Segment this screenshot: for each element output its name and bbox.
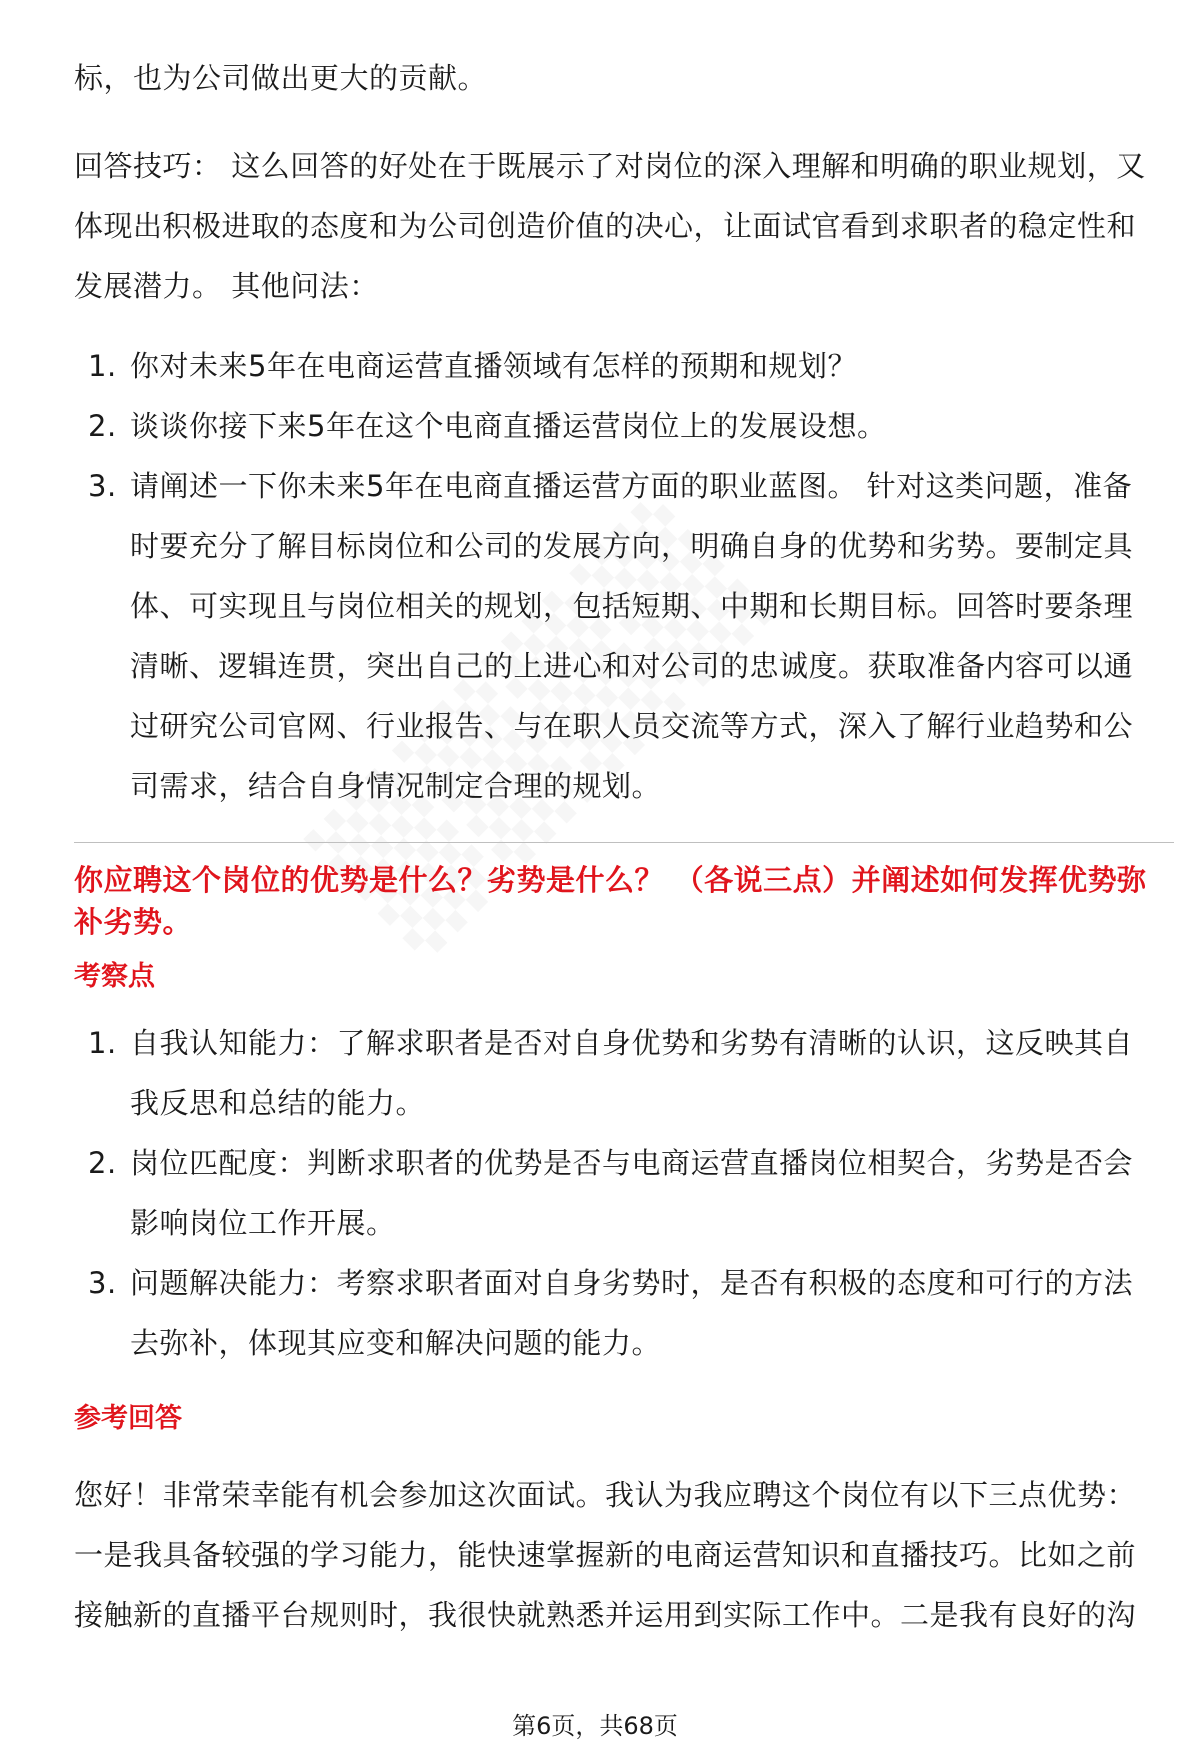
question-heading (74, 859, 1174, 943)
reference-answer-line-3: 接触新的直播平台规则时，我很快就熟悉并运用到实际工作中。二是我有良好的沟 (74, 1598, 1137, 1632)
question-heading-line-1: 你应聘这个岗位的优势是什么？劣势是什么？ （各说三点）并阐述如何发挥优势弥 (74, 863, 1147, 897)
list-number: 3. (88, 469, 117, 503)
list-item-text: 谈谈你接下来5年在这个电商直播运营岗位上的发展设想。 (130, 409, 887, 443)
list-item-text: 清晰、逻辑连贯，突出自己的上进心和对公司的忠诚度。获取准备内容可以通 (130, 649, 1134, 683)
list-item (74, 1013, 1174, 1133)
examination-points-title: 考察点 (74, 961, 155, 992)
page-footer: 第6页，共68页 (512, 1712, 678, 1740)
list-item (74, 1133, 1174, 1253)
reference-answer-line-2: 一是我具备较强的学习能力，能快速掌握新的电商运营知识和直播技巧。比如之前 (74, 1538, 1137, 1572)
examination-points-list (74, 1013, 1174, 1373)
list-number: 1. (88, 349, 117, 383)
page-content (74, 48, 1174, 1645)
section-divider (74, 842, 1174, 843)
tip-line-2: 体现出积极进取的态度和为公司创造价值的决心，让面试官看到求职者的稳定性和 (74, 209, 1137, 243)
list-item-text: 你对未来5年在电商运营直播领域有怎样的预期和规划？ (130, 349, 857, 383)
list-item-text: 司需求，结合自身情况制定合理的规划。 (130, 769, 662, 803)
list-item (74, 336, 1174, 396)
list-item-text: 请阐述一下你未来5年在电商直播运营方面的职业蓝图。 针对这类问题，准备 (130, 469, 1133, 503)
intro-line: 标，也为公司做出更大的贡献。 (74, 61, 488, 95)
list-item (74, 1253, 1174, 1373)
list-item-text: 岗位匹配度：判断求职者的优势是否与电商运营直播岗位相契合，劣势是否会 (130, 1146, 1134, 1180)
question-heading-line-2: 补劣势。 (74, 905, 193, 939)
list-item (74, 456, 1174, 816)
list-item-text: 问题解决能力：考察求职者面对自身劣势时，是否有积极的态度和可行的方法 (130, 1266, 1134, 1300)
list-item-text: 体、可实现且与岗位相关的规划，包括短期、中期和长期目标。回答时要条理 (130, 589, 1134, 623)
list-number: 2. (88, 409, 117, 443)
tip-line-3: 发展潜力。 其他问法： (74, 269, 379, 303)
tip-line-1: 回答技巧： 这么回答的好处在于既展示了对岗位的深入理解和明确的职业规划，又 (74, 149, 1146, 183)
list-item (74, 396, 1174, 456)
list-number: 3. (88, 1266, 117, 1300)
list-item-text: 过研究公司官网、行业报告、与在职人员交流等方式，深入了解行业趋势和公 (130, 709, 1134, 743)
list-item-text: 我反思和总结的能力。 (130, 1086, 426, 1120)
list-number: 2. (88, 1146, 117, 1180)
list-item-text: 影响岗位工作开展。 (130, 1206, 396, 1240)
reference-answer (74, 1465, 1174, 1645)
tip-paragraph (74, 136, 1174, 316)
reference-answer-title: 参考回答 (74, 1403, 182, 1434)
list-item-text: 时要充分了解目标岗位和公司的发展方向，明确自身的优势和劣势。要制定具 (130, 529, 1134, 563)
reference-answer-line-1: 您好！非常荣幸能有机会参加这次面试。我认为我应聘这个岗位有以下三点优势： (74, 1478, 1137, 1512)
list-item-text: 去弥补，体现其应变和解决问题的能力。 (130, 1326, 662, 1360)
other-questions-list (74, 336, 1174, 816)
list-item-text: 自我认知能力：了解求职者是否对自身优势和劣势有清晰的认识，这反映其自 (130, 1026, 1134, 1060)
list-number: 1. (88, 1026, 117, 1060)
